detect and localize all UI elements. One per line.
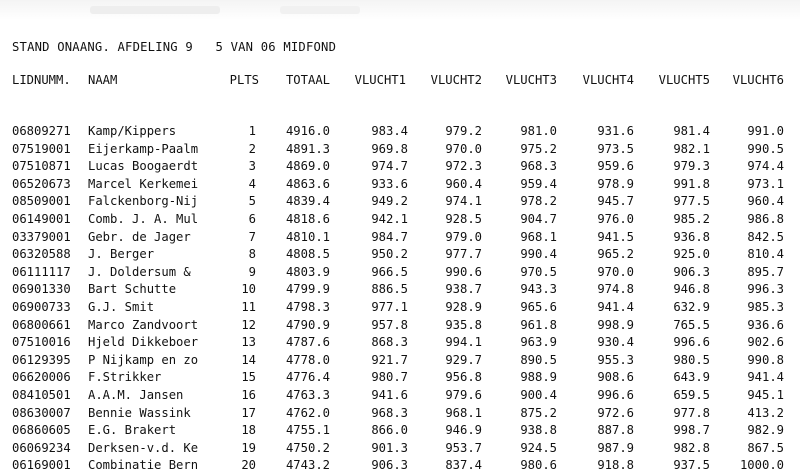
cell-lidnummer: 07519001 [12, 141, 71, 156]
cell-vlucht6: 990.8 [747, 352, 784, 367]
cell-vlucht4: 978.9 [597, 176, 634, 191]
column-header-lidnummer: LIDNUMM. [12, 73, 71, 87]
cell-vlucht2: 990.6 [445, 264, 482, 279]
cell-vlucht6: 982.9 [747, 423, 784, 438]
cell-naam: Kamp/Kippers [88, 124, 177, 138]
cell-plts: 1 [248, 124, 256, 138]
cell-vlucht2: 960.4 [445, 176, 482, 191]
cell-vlucht5: 996.6 [673, 335, 710, 350]
cell-vlucht2: 946.9 [445, 423, 482, 438]
cell-vlucht3: 988.9 [520, 370, 557, 385]
cell-vlucht4: 974.8 [597, 282, 634, 297]
cell-vlucht2: 953.7 [445, 440, 482, 455]
cell-vlucht4: 931.6 [597, 124, 634, 138]
cell-vlucht4: 908.6 [597, 370, 634, 385]
table-row [0, 298, 800, 316]
cell-vlucht5: 659.5 [673, 388, 710, 402]
cell-vlucht3: 968.1 [520, 229, 557, 244]
cell-naam: Eijerkamp-Paalm [88, 141, 199, 156]
cell-plts: 17 [241, 405, 256, 420]
cell-vlucht4: 976.0 [597, 212, 634, 226]
cell-vlucht4: 930.4 [597, 335, 634, 350]
cell-plts: 9 [248, 264, 256, 279]
cell-vlucht3: 875.2 [520, 405, 557, 420]
column-header-naam: NAAM [88, 73, 118, 87]
cell-naam: Comb. J. A. Mul [88, 212, 199, 226]
cell-vlucht5: 765.5 [673, 317, 710, 332]
cell-vlucht6: 902.6 [747, 335, 784, 350]
cell-totaal: 4798.3 [285, 300, 330, 314]
cell-lidnummer: 06520673 [12, 176, 71, 191]
cell-vlucht5: 937.5 [673, 458, 710, 473]
table-row [0, 192, 800, 210]
column-header-vlucht4: VLUCHT4 [582, 73, 634, 87]
cell-vlucht3: 978.2 [520, 194, 557, 209]
cell-totaal: 4755.1 [285, 423, 330, 438]
cell-vlucht4: 996.6 [597, 388, 634, 402]
cell-vlucht6: 974.4 [747, 159, 784, 174]
cell-totaal: 4891.3 [285, 141, 330, 156]
cell-lidnummer: 03379001 [12, 229, 71, 244]
cell-vlucht2: 979.0 [445, 229, 482, 244]
cell-totaal: 4750.2 [285, 440, 330, 455]
cell-naam: Lucas Boogaerdt [88, 159, 199, 174]
cell-vlucht5: 991.8 [673, 176, 710, 191]
cell-vlucht4: 987.9 [597, 440, 634, 455]
cell-lidnummer: 06620006 [12, 370, 71, 385]
cell-vlucht6: 996.3 [747, 282, 784, 297]
cell-vlucht4: 941.5 [597, 229, 634, 244]
cell-vlucht6: 1000.0 [739, 458, 784, 473]
cell-plts: 3 [248, 159, 256, 174]
cell-plts: 10 [241, 282, 256, 297]
cell-lidnummer: 08410501 [12, 388, 71, 402]
cell-vlucht2: 928.9 [445, 300, 482, 314]
cell-vlucht1: 942.1 [371, 212, 408, 226]
cell-vlucht1: 983.4 [371, 124, 408, 138]
cell-vlucht5: 936.8 [673, 229, 710, 244]
cell-vlucht5: 906.3 [673, 264, 710, 279]
cell-vlucht2: 970.0 [445, 141, 482, 156]
cell-vlucht3: 990.4 [520, 247, 557, 262]
cell-vlucht4: 973.5 [597, 141, 634, 156]
table-row [0, 228, 800, 246]
cell-vlucht2: 837.4 [445, 458, 482, 473]
cell-lidnummer: 07510016 [12, 335, 71, 350]
cell-vlucht5: 980.5 [673, 352, 710, 367]
cell-vlucht1: 950.2 [371, 247, 408, 262]
cell-vlucht3: 961.8 [520, 317, 557, 332]
cell-vlucht6: 895.7 [747, 264, 784, 279]
table-row [0, 456, 800, 474]
report-title: STAND ONAANG. AFDELING 9 5 VAN 06 MIDFOND [12, 40, 337, 54]
cell-vlucht3: 975.2 [520, 141, 557, 156]
cell-plts: 12 [241, 317, 256, 332]
cell-vlucht2: 929.7 [445, 352, 482, 367]
cell-vlucht4: 970.0 [597, 264, 634, 279]
cell-vlucht3: 900.4 [520, 388, 557, 402]
cell-vlucht4: 965.2 [597, 247, 634, 262]
cell-naam: Hjeld Dikkeboer [88, 335, 199, 350]
cell-lidnummer: 06900733 [12, 300, 71, 314]
cell-plts: 13 [241, 335, 256, 350]
table-row [0, 404, 800, 422]
cell-totaal: 4810.1 [285, 229, 330, 244]
cell-vlucht2: 956.8 [445, 370, 482, 385]
cell-plts: 15 [241, 370, 256, 385]
cell-vlucht3: 970.5 [520, 264, 557, 279]
cell-totaal: 4763.3 [285, 388, 330, 402]
table-row [0, 157, 800, 175]
cell-vlucht6: 991.0 [747, 124, 784, 138]
cell-vlucht6: 990.5 [747, 141, 784, 156]
cell-totaal: 4787.6 [285, 335, 330, 350]
cell-lidnummer: 06111117 [12, 264, 71, 279]
cell-vlucht6: 842.5 [747, 229, 784, 244]
cell-vlucht6: 960.4 [747, 194, 784, 209]
cell-vlucht2: 972.3 [445, 159, 482, 174]
cell-vlucht5: 982.1 [673, 141, 710, 156]
cell-lidnummer: 06149001 [12, 212, 71, 226]
column-header-vlucht2: VLUCHT2 [430, 73, 482, 87]
table-row [0, 263, 800, 281]
cell-vlucht1: 949.2 [371, 194, 408, 209]
cell-vlucht2: 994.1 [445, 335, 482, 350]
cell-vlucht1: 957.8 [371, 317, 408, 332]
table-row [0, 280, 800, 298]
cell-plts: 20 [241, 458, 256, 473]
cell-vlucht3: 904.7 [520, 212, 557, 226]
cell-vlucht6: 413.2 [747, 405, 784, 420]
cell-vlucht1: 977.1 [371, 300, 408, 314]
table-row [0, 368, 800, 386]
cell-plts: 5 [248, 194, 256, 209]
cell-naam: Derksen-v.d. Ke [88, 440, 199, 455]
cell-naam: Combinatie Bern [88, 458, 199, 473]
cell-vlucht1: 984.7 [371, 229, 408, 244]
cell-plts: 7 [248, 229, 256, 244]
cell-vlucht3: 980.6 [520, 458, 557, 473]
cell-vlucht2: 977.7 [445, 247, 482, 262]
table-row [0, 386, 800, 404]
table-row [0, 316, 800, 334]
cell-vlucht5: 981.4 [673, 124, 710, 138]
cell-vlucht6: 985.3 [747, 300, 784, 314]
cell-vlucht5: 632.9 [673, 300, 710, 314]
cell-lidnummer: 06809271 [12, 124, 71, 138]
cell-vlucht1: 901.3 [371, 440, 408, 455]
column-header-totaal: TOTAAL [285, 73, 330, 87]
cell-vlucht1: 966.5 [371, 264, 408, 279]
cell-vlucht2: 928.5 [445, 212, 482, 226]
cell-vlucht3: 890.5 [520, 352, 557, 367]
table-row [0, 351, 800, 369]
cell-vlucht1: 868.3 [371, 335, 408, 350]
cell-vlucht1: 866.0 [371, 423, 408, 438]
cell-vlucht5: 977.8 [673, 405, 710, 420]
cell-totaal: 4839.4 [285, 194, 330, 209]
cell-totaal: 4762.0 [285, 405, 330, 420]
column-header-vlucht6: VLUCHT6 [732, 73, 784, 87]
cell-totaal: 4803.9 [285, 264, 330, 279]
cell-vlucht2: 979.6 [445, 388, 482, 402]
cell-vlucht5: 643.9 [673, 370, 710, 385]
cell-vlucht3: 968.3 [520, 159, 557, 174]
cell-plts: 19 [241, 440, 256, 455]
cell-plts: 6 [248, 212, 256, 226]
cell-lidnummer: 06069234 [12, 440, 71, 455]
cell-naam: Marco Zandvoort [88, 317, 199, 332]
cell-vlucht1: 933.6 [371, 176, 408, 191]
table-row [0, 333, 800, 351]
cell-vlucht5: 982.8 [673, 440, 710, 455]
cell-naam: E.G. Brakert [88, 423, 177, 438]
cell-vlucht6: 945.1 [747, 388, 784, 402]
cell-vlucht3: 943.3 [520, 282, 557, 297]
cell-vlucht5: 985.2 [673, 212, 710, 226]
cell-totaal: 4916.0 [285, 124, 330, 138]
cell-lidnummer: 07510871 [12, 159, 71, 174]
cell-vlucht2: 968.1 [445, 405, 482, 420]
cell-naam: P Nijkamp en zo [88, 352, 199, 367]
cell-totaal: 4790.9 [285, 317, 330, 332]
cell-vlucht4: 972.6 [597, 405, 634, 420]
cell-plts: 2 [248, 141, 256, 156]
cell-vlucht1: 886.5 [371, 282, 408, 297]
cell-lidnummer: 08509001 [12, 194, 71, 209]
table-header-row [0, 71, 800, 89]
cell-totaal: 4743.2 [285, 458, 330, 473]
cell-vlucht6: 936.6 [747, 317, 784, 332]
column-header-vlucht3: VLUCHT3 [505, 73, 557, 87]
cell-plts: 11 [241, 300, 256, 314]
cell-vlucht2: 935.8 [445, 317, 482, 332]
cell-plts: 16 [241, 388, 256, 402]
cell-vlucht6: 867.5 [747, 440, 784, 455]
cell-vlucht5: 977.5 [673, 194, 710, 209]
cell-vlucht3: 959.4 [520, 176, 557, 191]
cell-vlucht4: 955.3 [597, 352, 634, 367]
cell-lidnummer: 06169001 [12, 458, 71, 473]
cell-lidnummer: 06860605 [12, 423, 71, 438]
table-row [0, 439, 800, 457]
cell-vlucht4: 887.8 [597, 423, 634, 438]
cell-vlucht6: 810.4 [747, 247, 784, 262]
cell-vlucht1: 941.6 [371, 388, 408, 402]
table-row [0, 140, 800, 158]
cell-vlucht5: 946.8 [673, 282, 710, 297]
cell-lidnummer: 06800661 [12, 317, 71, 332]
cell-vlucht1: 968.3 [371, 405, 408, 420]
cell-totaal: 4863.6 [285, 176, 330, 191]
cell-naam: J. Berger [88, 247, 155, 262]
cell-totaal: 4808.5 [285, 247, 330, 262]
cell-naam: Falckenborg-Nij [88, 194, 199, 209]
cell-vlucht3: 924.5 [520, 440, 557, 455]
cell-naam: Marcel Kerkemei [88, 176, 199, 191]
cell-vlucht4: 998.9 [597, 317, 634, 332]
cell-plts: 18 [241, 423, 256, 438]
cell-naam: Bart Schutte [88, 282, 177, 297]
cell-vlucht2: 974.1 [445, 194, 482, 209]
cell-vlucht1: 921.7 [371, 352, 408, 367]
table-row [0, 245, 800, 263]
column-header-vlucht5: VLUCHT5 [658, 73, 710, 87]
table-row [0, 210, 800, 228]
cell-totaal: 4818.6 [285, 212, 330, 226]
cell-vlucht5: 925.0 [673, 247, 710, 262]
cell-vlucht4: 959.6 [597, 159, 634, 174]
cell-vlucht5: 998.7 [673, 423, 710, 438]
cell-naam: Gebr. de Jager [88, 229, 191, 244]
cell-naam: F.Strikker [88, 370, 162, 385]
cell-vlucht3: 963.9 [520, 335, 557, 350]
cell-plts: 14 [241, 352, 256, 367]
cell-vlucht6: 973.1 [747, 176, 784, 191]
cell-vlucht4: 918.8 [597, 458, 634, 473]
cell-vlucht2: 979.2 [445, 124, 482, 138]
cell-vlucht5: 979.3 [673, 159, 710, 174]
cell-lidnummer: 06320588 [12, 247, 71, 262]
cell-vlucht3: 965.6 [520, 300, 557, 314]
cell-plts: 4 [248, 176, 256, 191]
column-header-vlucht1: VLUCHT1 [354, 73, 406, 87]
cell-naam: A.A.M. Jansen [88, 388, 184, 402]
cell-vlucht4: 945.7 [597, 194, 634, 209]
cell-lidnummer: 06129395 [12, 352, 71, 367]
cell-vlucht1: 974.7 [371, 159, 408, 174]
cell-vlucht6: 986.8 [747, 212, 784, 226]
table-row [0, 175, 800, 193]
cell-lidnummer: 06901330 [12, 282, 71, 297]
column-header-plts: PLTS [229, 73, 259, 87]
cell-vlucht4: 941.4 [597, 300, 634, 314]
cell-plts: 8 [248, 247, 256, 262]
cell-vlucht3: 938.8 [520, 423, 557, 438]
table-row [0, 122, 800, 140]
cell-vlucht1: 906.3 [371, 458, 408, 473]
cell-lidnummer: 08630007 [12, 405, 71, 420]
cell-totaal: 4778.0 [285, 352, 330, 367]
cell-naam: J. Doldersum & [88, 264, 191, 279]
cell-vlucht6: 941.4 [747, 370, 784, 385]
cell-vlucht1: 980.7 [371, 370, 408, 385]
cell-vlucht1: 969.8 [371, 141, 408, 156]
cell-totaal: 4869.0 [285, 159, 330, 174]
cell-vlucht2: 938.7 [445, 282, 482, 297]
cell-totaal: 4799.9 [285, 282, 330, 297]
cell-vlucht3: 981.0 [520, 124, 557, 138]
cell-totaal: 4776.4 [285, 370, 330, 385]
cell-naam: G.J. Smit [88, 300, 155, 314]
cell-naam: Bennie Wassink [88, 405, 191, 420]
table-row [0, 421, 800, 439]
